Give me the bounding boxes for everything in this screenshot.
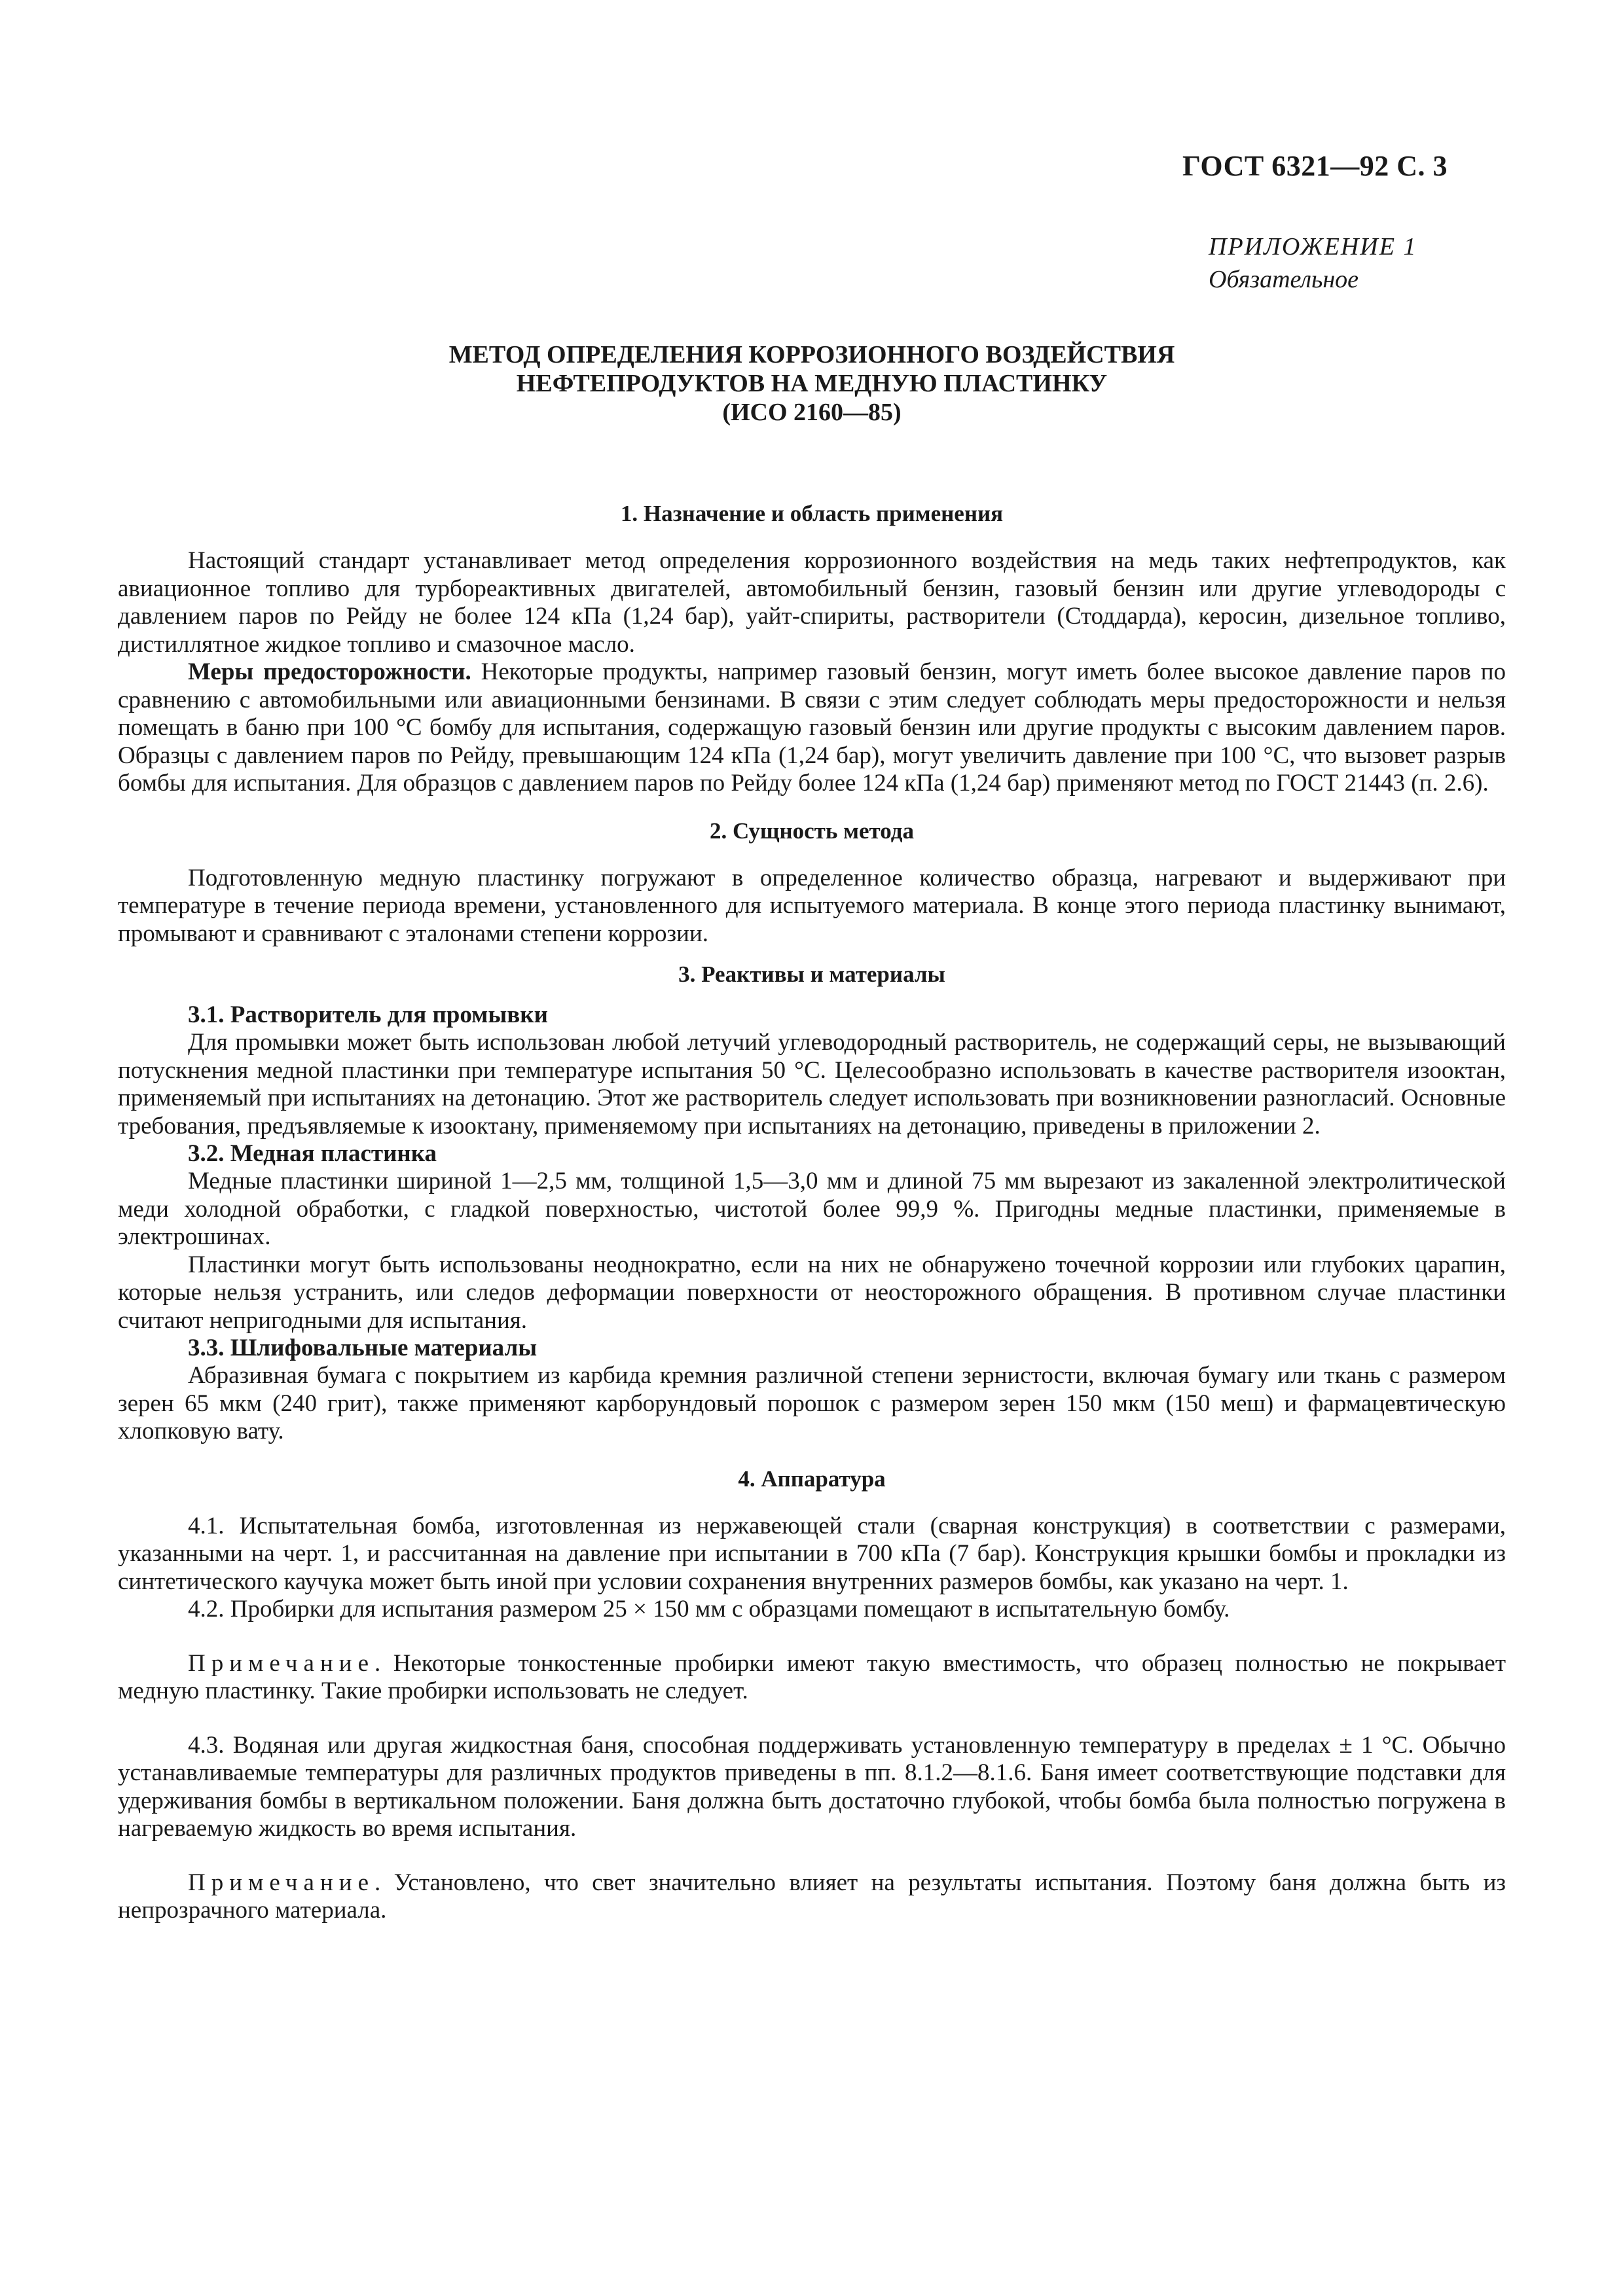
subsection-3-2-paragraph-1: Медные пластинки шириной 1—2,5 мм, толщиной 1,5—3,0 мм и длиной 75 мм вырезают из закаленной электролитической меди холодной обработки, с гладкой поверхностью, чистотой более 99,9 %. Пригодны медные пластинки, применяемые в электрошинах. xyxy=(118,1168,1506,1250)
section-1-heading: 1. Назначение и область применения xyxy=(620,501,1004,526)
subsection-3-3-heading: 3.3. Шлифовальные материалы xyxy=(188,1335,538,1361)
note-1-label: Примечание xyxy=(188,1649,374,1677)
title-line-1: МЕТОД ОПРЕДЕЛЕНИЯ КОРРОЗИОННОГО ВОЗДЕЙСТВИЯ xyxy=(448,341,1175,368)
section-4-paragraph-4-3: 4.3. Водяная или другая жидкостная баня, способная поддерживать установленную температуру в пределах ± 1 °С. Обычно устанавливаемые температуры для различных продуктов приведены в пп. 8.1.2—8.1.6. Баня имеет соответствующие подставки для удерживания бомбы в вертикальном положении. Баня должна быть достаточно глубокой, чтобы бомба была полностью погружена в нагреваемую жидкость во время испытания. xyxy=(118,1731,1506,1842)
note-2-text: . Установлено, что свет значительно влияет на результаты испытания. Поэтому баня должна быть из непрозрачного материала. xyxy=(118,1869,1506,1924)
precautions-text: Некоторые продукты, например газовый бензин, могут иметь более высокое давление паров по сравнению с автомобильными или авиационными бензинами. В связи с этим следует соблюдать меры предосторожности и нельзя помещать в баню при 100 °С бомбу для испытания, содержащую газовый бензин или другие продукты с высоким давлением паров. Образцы с давлением паров по Рейду, превышающим 124 кПа (1,24 бар), могут увеличить давление при 100 °С, что вызовет разрыв бомбы для испытания. Для образцов с давлением паров по Рейду более 124 кПа (1,24 бар) применяют метод по ГОСТ 21443 (п. 2.6). xyxy=(118,658,1506,797)
subsection-3-2-paragraph-2: Пластинки могут быть использованы неоднократно, если на них не обнаружено точечной коррозии или глубоких царапин, которые нельзя устранить, или следов деформации поверхности от неосторожного обращения. В противном случае пластинки считают непригодными для испытания. xyxy=(118,1251,1506,1334)
page-header: ГОСТ 6321—92 С. 3 xyxy=(1182,150,1448,182)
precautions-lead: Меры предосторожности. xyxy=(188,658,471,685)
note-1-text: . Некоторые тонкостенные пробирки имеют такую вместимость, что образец полностью не покрывает медную пластинку. Такие пробирки использовать не следует. xyxy=(118,1649,1506,1704)
section-4-paragraph-4-1: 4.1. Испытательная бомба, изготовленная из нержавеющей стали (сварная конструкция) в соответствии с размерами, указанными на черт. 1, и рассчитанная на давление при испытании в 700 кПа (7 бар). Конструкция крышки бомбы и прокладки из синтетического каучука может быть иной при условии сохранения внутренних размеров бомбы, как указано на черт. 1. xyxy=(118,1512,1506,1595)
subsection-3-3-paragraph: Абразивная бумага с покрытием из карбида кремния различной степени зернистости, включая бумагу или ткань с размером зерен 65 мкм (240 грит), также применяют карборундовый порошок с размером зерен 150 мкм (150 меш) и фармацевтическую хлопковую вату. xyxy=(118,1362,1506,1444)
appendix-label-block xyxy=(1209,230,1417,296)
section-4-paragraph-4-2: 4.2. Пробирки для испытания размером 25 × 150 мм с образцами помещают в испытательную бомбу. xyxy=(188,1596,1230,1623)
section-3-heading: 3. Реактивы и материалы xyxy=(678,961,945,987)
appendix-status: Обязательное xyxy=(1209,266,1359,293)
document-title xyxy=(118,340,1506,427)
section-4-heading: 4. Аппаратура xyxy=(738,1465,886,1492)
title-line-3: (ИСО 2160—85) xyxy=(722,399,902,426)
section-1-paragraph-2 xyxy=(118,658,1506,798)
section-2-heading: 2. Сущность метода xyxy=(710,817,914,844)
subsection-3-1-paragraph: Для промывки может быть использован любой летучий углеводородный растворитель, не содержащий серы, не вызывающий потускнения медной пластинки при температуре испытания 50 °С. Целесообразно использовать в качестве растворителя изооктан, применяемый при испытаниях на детонацию. Этот же растворитель следует использовать при возникновении разногласий. Основные требования, предъявляемые к изооктану, применяемому при испытаниях на детонацию, приведены в приложении 2. xyxy=(118,1029,1506,1139)
section-2-paragraph-1: Подготовленную медную пластинку погружают в определенное количество образца, нагревают и выдерживают при температуре в течение периода времени, установленного для испытуемого материала. В конце этого периода пластинку вынимают, промывают и сравнивают с эталонами степени коррозии. xyxy=(118,864,1506,947)
document-body xyxy=(118,500,1506,1925)
note-1 xyxy=(118,1650,1506,1706)
appendix-label: ПРИЛОЖЕНИЕ 1 xyxy=(1209,233,1417,260)
title-line-2: НЕФТЕПРОДУКТОВ НА МЕДНУЮ ПЛАСТИНКУ xyxy=(516,370,1108,397)
section-1-paragraph-1: Настоящий стандарт устанавливает метод определения коррозионного воздействия на медь таких нефтепродуктов, как авиационное топливо для турбореактивных двигателей, автомобильный бензин, газовый бензин или другие углеводороды с давлением паров по Рейду не более 124 кПа (1,24 бар), уайт-спириты, растворители (Стоддарда), керосин, дизельное топливо, дистиллятное жидкое топливо и смазочное масло. xyxy=(118,547,1506,658)
subsection-3-1-heading: 3.1. Растворитель для промывки xyxy=(188,1001,548,1028)
subsection-3-2-heading: 3.2. Медная пластинка xyxy=(188,1140,437,1167)
note-2-label: Примечание xyxy=(188,1869,374,1896)
note-2 xyxy=(118,1869,1506,1925)
